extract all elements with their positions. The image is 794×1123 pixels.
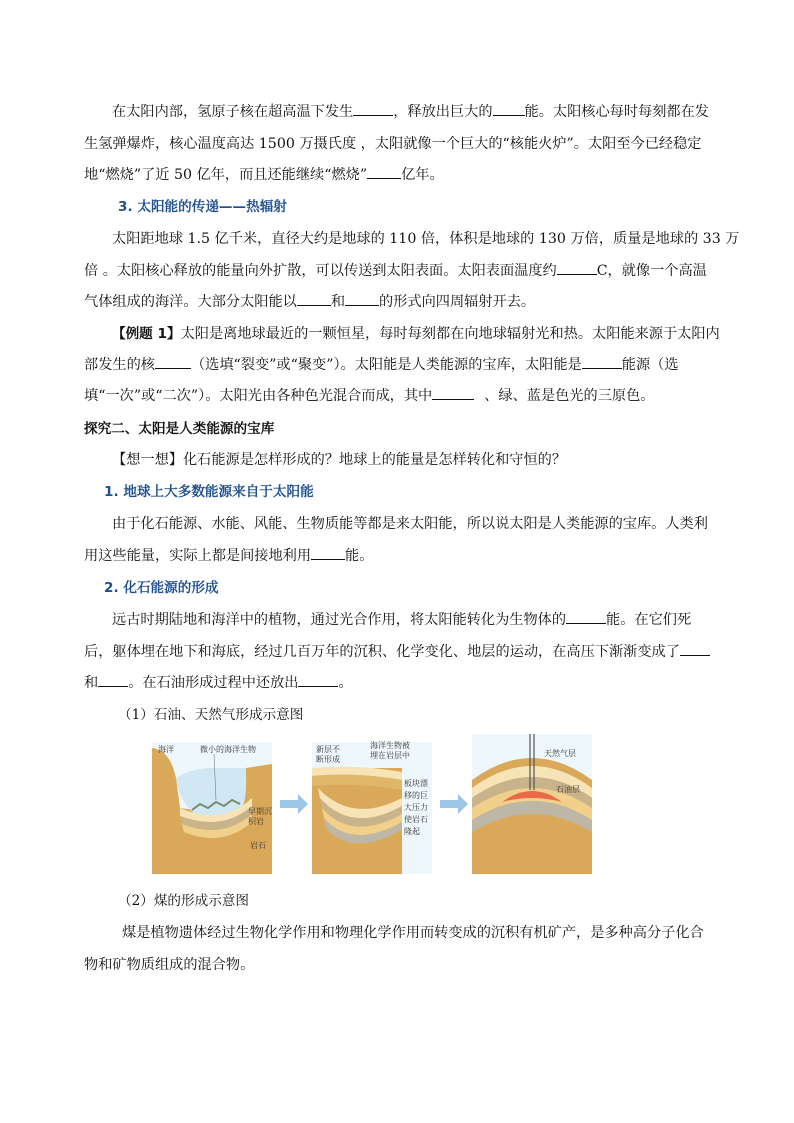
para5-line2: 物和矿物质组成的混合物。 — [84, 957, 255, 973]
text: 地“燃烧”了近 50 亿年，而且还能继续“燃烧” — [84, 167, 368, 183]
figure-panel-burial — [312, 740, 432, 874]
text: C，就像一个高温 — [596, 263, 707, 279]
arrow-icon — [440, 794, 468, 814]
text: 用这些能量，实际上都是间接地利用 — [84, 548, 312, 564]
blank — [582, 354, 622, 369]
label-plate-4: 使岩石 — [404, 815, 428, 824]
label-buried-1: 海洋生物被 — [370, 741, 410, 750]
label-plate-5: 隆起 — [404, 827, 420, 836]
para5-line1: 煤是植物遗体经过生物化学作用和物理化学作用而转变成的沉积有机矿产，是多种高分子化合 — [122, 925, 704, 941]
label-sediment-2: 积岩 — [248, 817, 264, 826]
text: 倍 。太阳核心释放的能量向外扩散，可以传送到太阳表面。太阳表面温度约 — [84, 263, 557, 279]
blank — [367, 164, 401, 179]
label-buried-2: 埋在岩层中 — [370, 751, 410, 760]
text: 填“一次”或“二次”）。太阳光由各种色光混合而成，其中 — [84, 388, 433, 404]
label-plate-2: 移的巨 — [404, 791, 428, 800]
text: （选填“裂变”或“聚变”）。太阳能是人类能源的宝库，太阳能是 — [190, 357, 582, 373]
text: 能。在它们死 — [606, 612, 692, 628]
label-plate-1: 板块漂 — [404, 779, 428, 788]
text: 后，躯体埋在地下和海底，经过几百万年的沉积、化学变化、地层的运动，在高压下渐渐变成了 — [84, 644, 680, 660]
think-tag: 【想一想】 — [112, 452, 183, 468]
text: 能源（选 — [621, 357, 679, 373]
text: 。 — [338, 675, 353, 691]
para3-line2 — [84, 545, 714, 567]
heading-fossil-formation: 2. 化石能源的形成 — [104, 580, 219, 596]
blank — [680, 641, 710, 656]
blank — [298, 672, 338, 687]
para1-line2: 生氢弹爆炸，核心温度高达 1500 万摄氏度 ，太阳就像一个巨大的“核能火炉”。太阳至今已经稳定 — [84, 136, 702, 152]
heading-sun-source: 1. 地球上大多数能源来自于太阳能 — [104, 484, 314, 500]
text: 气体组成的海洋。大部分太阳能以 — [84, 294, 297, 310]
blank — [155, 354, 191, 369]
text: 远古时期陆地和海洋中的植物，通过光合作用，将太阳能转化为生物体的 — [112, 612, 567, 628]
section2-heading: 探究二、太阳是人类能源的宝库 — [84, 421, 275, 437]
blank — [493, 101, 525, 116]
para2-line1: 太阳距地球 1.5 亿千米，直径大约是地球的 110 倍，体积是地球的 130 万倍，质量是地球的 33 万 — [112, 231, 740, 247]
para3-line1: 由于化石能源、水能、风能、生物质能等都是来太阳能，所以说太阳是人类能源的宝库。人类利 — [112, 516, 708, 532]
label-plate-3: 大压力 — [404, 803, 428, 812]
label-sediment-1: 早期沉 — [248, 807, 272, 816]
text: 的形式向四周辐射开去。 — [379, 294, 536, 310]
figure-panel-oil-gas — [472, 734, 592, 874]
para4-line1 — [112, 609, 742, 631]
example1-line1 — [112, 323, 742, 345]
example1-line3 — [84, 385, 714, 407]
arrow-icon — [280, 794, 308, 814]
heading-solar-transfer: 3. 太阳能的传递——热辐射 — [118, 199, 287, 215]
label-organisms: 微小的海洋生物 — [200, 745, 256, 754]
text: 能。 — [345, 548, 374, 564]
label-new-2: 断形成 — [316, 755, 340, 764]
para1-line1 — [112, 101, 742, 123]
text: 部发生的核 — [84, 357, 155, 373]
label-rock: 岩石 — [250, 841, 266, 850]
label-sea: 海洋 — [158, 745, 174, 754]
blank — [353, 101, 393, 116]
para2-line2 — [84, 260, 714, 282]
blank — [311, 545, 345, 560]
caption-oil-gas: （1）石油、天然气形成示意图 — [118, 707, 304, 723]
para4-line3 — [84, 672, 714, 694]
blank — [432, 385, 474, 400]
figure-panel-sea — [152, 742, 272, 874]
example-tag: 【例题 1】 — [112, 326, 181, 342]
para2-line3 — [84, 291, 714, 313]
label-new-1: 新层不 — [316, 745, 340, 754]
para4-line2 — [84, 641, 714, 663]
blank — [98, 672, 128, 687]
text: 。在石油形成过程中还放出 — [128, 675, 299, 691]
label-oil-layer: 石油层 — [556, 785, 580, 794]
text: 和 — [330, 294, 346, 310]
text: 在太阳内部，氢原子核在超高温下发生 — [112, 104, 354, 120]
example1-line2 — [84, 354, 714, 376]
para1-line3 — [84, 164, 714, 186]
text: 太阳是离地球最近的一颗恒星，每时每刻都在向地球辐射光和热。太阳能来源于太阳内 — [180, 326, 720, 342]
blank — [345, 291, 379, 306]
blank — [297, 291, 331, 306]
blank — [566, 609, 606, 624]
text: 和 — [84, 675, 99, 691]
text: ，释放出巨大的 — [393, 104, 493, 120]
blank — [557, 260, 597, 275]
caption-coal: （2）煤的形成示意图 — [118, 893, 249, 909]
text: 、绿、蓝是色光的三原色。 — [484, 388, 655, 404]
think-line — [112, 449, 742, 471]
text: 亿年。 — [401, 167, 444, 183]
label-gas-layer: 天然气层 — [544, 749, 576, 758]
text: 化石能源是怎样形成的？地球上的能量是怎样转化和守恒的？ — [182, 452, 567, 468]
oil-gas-formation-figure — [152, 728, 592, 876]
text: 能。太阳核心每时每刻都在发 — [524, 104, 709, 120]
